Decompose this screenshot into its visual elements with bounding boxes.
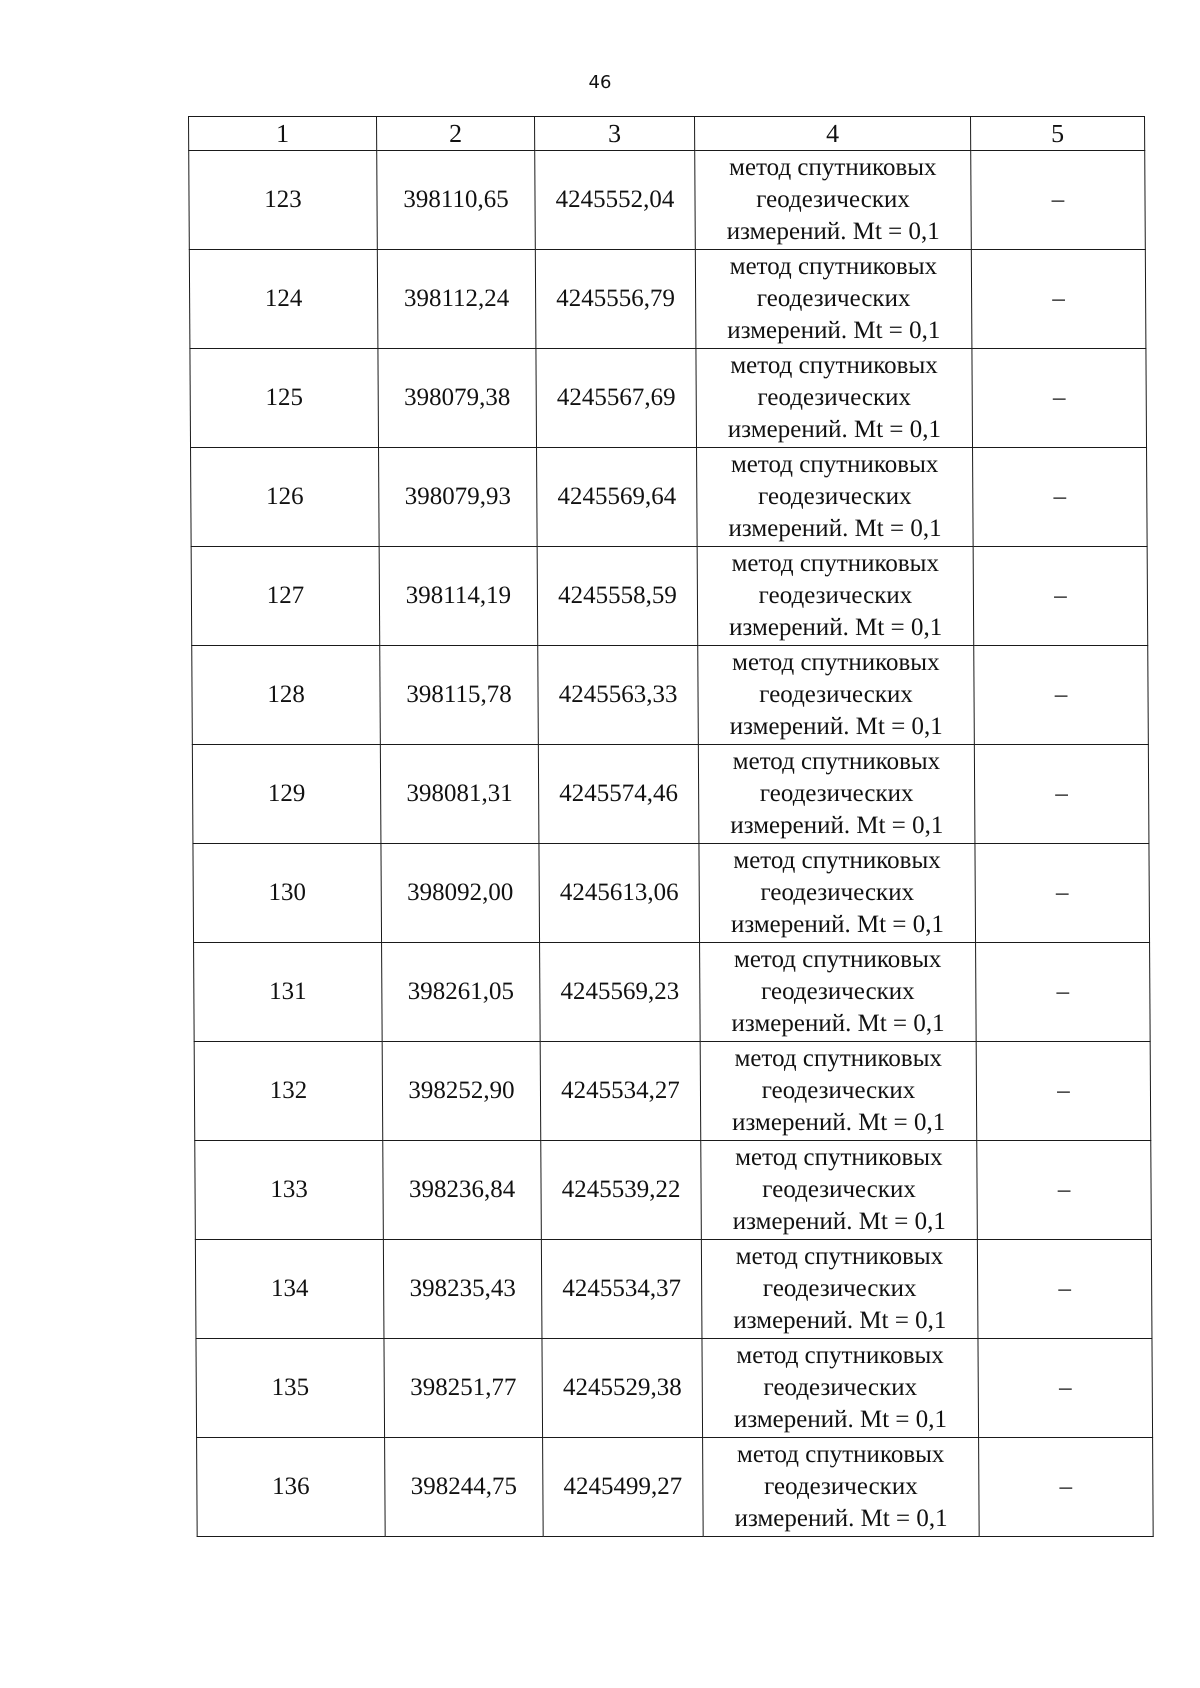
- point-number-cell: 136: [197, 1438, 386, 1537]
- method-line: геодезических: [756, 186, 910, 213]
- note-cell: –: [971, 151, 1146, 250]
- table-row: [192, 646, 1149, 745]
- coordinate-x-cell: 398079,93: [379, 448, 538, 547]
- method-cell: [696, 349, 973, 448]
- method-cell: [703, 1438, 980, 1537]
- coordinate-x-cell: 398235,43: [383, 1240, 542, 1339]
- point-number-cell: 128: [192, 646, 381, 745]
- note-cell: –: [977, 1240, 1152, 1339]
- coordinate-x-cell: 398236,84: [383, 1141, 542, 1240]
- note-cell: –: [978, 1339, 1153, 1438]
- method-line: метод спутниковых: [730, 352, 938, 379]
- method-line: метод спутниковых: [735, 1144, 943, 1171]
- coordinates-table-container: [188, 116, 1154, 1537]
- coordinate-y-cell: 4245556,79: [535, 250, 696, 349]
- method-cell: [697, 547, 974, 646]
- coordinate-y-cell: 4245569,23: [540, 943, 701, 1042]
- note-cell: –: [977, 1141, 1152, 1240]
- note-cell: –: [975, 844, 1150, 943]
- method-line: измерений. Mt = 0,1: [727, 317, 941, 344]
- coordinate-y-cell: 4245529,38: [542, 1339, 703, 1438]
- point-number-cell: 127: [191, 547, 380, 646]
- method-line: геодезических: [760, 978, 915, 1005]
- method-line: геодезических: [761, 1077, 916, 1104]
- method-line: измерений. Mt = 0,1: [729, 713, 943, 740]
- method-line: геодезических: [763, 1473, 918, 1500]
- table-row: [192, 745, 1149, 844]
- table-row: [194, 943, 1151, 1042]
- coordinate-x-cell: 398079,38: [378, 349, 537, 448]
- coordinates-table: [188, 116, 1154, 1537]
- table-row: [194, 1042, 1151, 1141]
- method-line: измерений. Mt = 0,1: [732, 1208, 946, 1235]
- method-line: измерений. Mt = 0,1: [726, 218, 940, 245]
- coordinate-y-cell: 4245563,33: [538, 646, 699, 745]
- method-cell: [699, 844, 976, 943]
- table-row: [189, 151, 1146, 250]
- method-line: измерений. Mt = 0,1: [733, 1307, 947, 1334]
- method-line: метод спутниковых: [732, 649, 940, 676]
- coordinate-y-cell: 4245499,27: [543, 1438, 704, 1537]
- note-cell: –: [971, 250, 1146, 349]
- note-cell: –: [976, 943, 1151, 1042]
- coordinate-y-cell: 4245534,37: [541, 1240, 702, 1339]
- header-row: [189, 117, 1145, 151]
- method-line: измерений. Mt = 0,1: [727, 416, 942, 443]
- column-header-5: 5: [971, 117, 1145, 151]
- table-row: [197, 1438, 1154, 1537]
- point-number-cell: 130: [193, 844, 382, 943]
- method-cell: [697, 448, 974, 547]
- coordinate-x-cell: 398112,24: [377, 250, 536, 349]
- method-line: измерений. Mt = 0,1: [734, 1505, 948, 1532]
- method-line: метод спутниковых: [736, 1441, 945, 1468]
- method-line: метод спутниковых: [730, 451, 939, 478]
- note-cell: –: [973, 448, 1148, 547]
- table-body: [189, 151, 1153, 1537]
- method-cell: [695, 250, 972, 349]
- method-cell: [698, 646, 975, 745]
- method-line: метод спутниковых: [733, 946, 942, 973]
- method-cell: [698, 745, 975, 844]
- method-line: геодезических: [759, 681, 913, 708]
- coordinate-x-cell: 398092,00: [381, 844, 540, 943]
- point-number-cell: 125: [190, 349, 379, 448]
- table-row: [191, 448, 1148, 547]
- column-header-1: 1: [189, 117, 377, 151]
- method-cell: [695, 151, 972, 250]
- method-cell: [701, 1240, 978, 1339]
- table-row: [195, 1240, 1152, 1339]
- table-row: [195, 1141, 1152, 1240]
- method-line: геодезических: [756, 285, 911, 312]
- method-line: метод спутниковых: [735, 1243, 944, 1270]
- coordinate-y-cell: 4245539,22: [541, 1141, 702, 1240]
- method-line: метод спутниковых: [733, 847, 941, 874]
- method-line: метод спутниковых: [734, 1045, 943, 1072]
- method-line: измерений. Mt = 0,1: [728, 515, 942, 542]
- table-row: [196, 1339, 1153, 1438]
- column-header-4: 4: [695, 117, 971, 151]
- coordinate-x-cell: 398244,75: [385, 1438, 544, 1537]
- method-line: геодезических: [759, 780, 914, 807]
- method-line: геодезических: [757, 384, 912, 411]
- method-line: метод спутниковых: [731, 550, 940, 577]
- column-header-3: 3: [535, 117, 695, 151]
- note-cell: –: [974, 646, 1149, 745]
- column-header-2: 2: [377, 117, 535, 151]
- method-line: геодезических: [762, 1176, 916, 1203]
- page-number: 46: [588, 72, 612, 93]
- method-cell: [700, 943, 977, 1042]
- coordinate-y-cell: 4245534,27: [540, 1042, 701, 1141]
- point-number-cell: 134: [195, 1240, 384, 1339]
- coordinate-y-cell: 4245569,64: [537, 448, 698, 547]
- point-number-cell: 126: [191, 448, 380, 547]
- table-row: [193, 844, 1150, 943]
- method-line: метод спутниковых: [736, 1342, 944, 1369]
- method-line: измерений. Mt = 0,1: [730, 911, 945, 938]
- point-number-cell: 131: [194, 943, 383, 1042]
- method-line: геодезических: [758, 582, 913, 609]
- table-row: [191, 547, 1148, 646]
- point-number-cell: 129: [192, 745, 381, 844]
- coordinate-x-cell: 398115,78: [380, 646, 539, 745]
- method-line: измерений. Mt = 0,1: [733, 1406, 948, 1433]
- coordinate-x-cell: 398252,90: [382, 1042, 541, 1141]
- coordinate-x-cell: 398261,05: [382, 943, 541, 1042]
- coordinate-y-cell: 4245552,04: [535, 151, 696, 250]
- point-number-cell: 123: [189, 151, 378, 250]
- method-cell: [701, 1141, 978, 1240]
- table-row: [189, 250, 1146, 349]
- point-number-cell: 133: [195, 1141, 384, 1240]
- method-line: геодезических: [763, 1374, 918, 1401]
- coordinate-x-cell: 398251,77: [384, 1339, 543, 1438]
- method-cell: [700, 1042, 977, 1141]
- point-number-cell: 132: [194, 1042, 383, 1141]
- method-line: измерений. Mt = 0,1: [728, 614, 943, 641]
- method-line: измерений. Mt = 0,1: [730, 812, 944, 839]
- coordinate-y-cell: 4245567,69: [536, 349, 697, 448]
- coordinate-x-cell: 398110,65: [377, 151, 536, 250]
- method-line: геодезических: [760, 879, 915, 906]
- coordinate-y-cell: 4245558,59: [537, 547, 698, 646]
- point-number-cell: 135: [196, 1339, 385, 1438]
- note-cell: –: [976, 1042, 1151, 1141]
- coordinate-x-cell: 398114,19: [379, 547, 538, 646]
- table-row: [190, 349, 1147, 448]
- point-number-cell: 124: [189, 250, 378, 349]
- coordinate-y-cell: 4245574,46: [538, 745, 699, 844]
- method-line: измерений. Mt = 0,1: [732, 1109, 946, 1136]
- note-cell: –: [973, 547, 1148, 646]
- method-line: метод спутниковых: [732, 748, 941, 775]
- method-cell: [702, 1339, 979, 1438]
- note-cell: –: [974, 745, 1149, 844]
- method-line: метод спутниковых: [729, 253, 938, 280]
- coordinate-y-cell: 4245613,06: [539, 844, 700, 943]
- note-cell: –: [972, 349, 1147, 448]
- method-line: геодезических: [762, 1275, 917, 1302]
- note-cell: –: [979, 1438, 1154, 1537]
- method-line: метод спутниковых: [729, 154, 937, 181]
- coordinate-x-cell: 398081,31: [380, 745, 539, 844]
- method-line: измерений. Mt = 0,1: [731, 1010, 945, 1037]
- method-line: геодезических: [757, 483, 912, 510]
